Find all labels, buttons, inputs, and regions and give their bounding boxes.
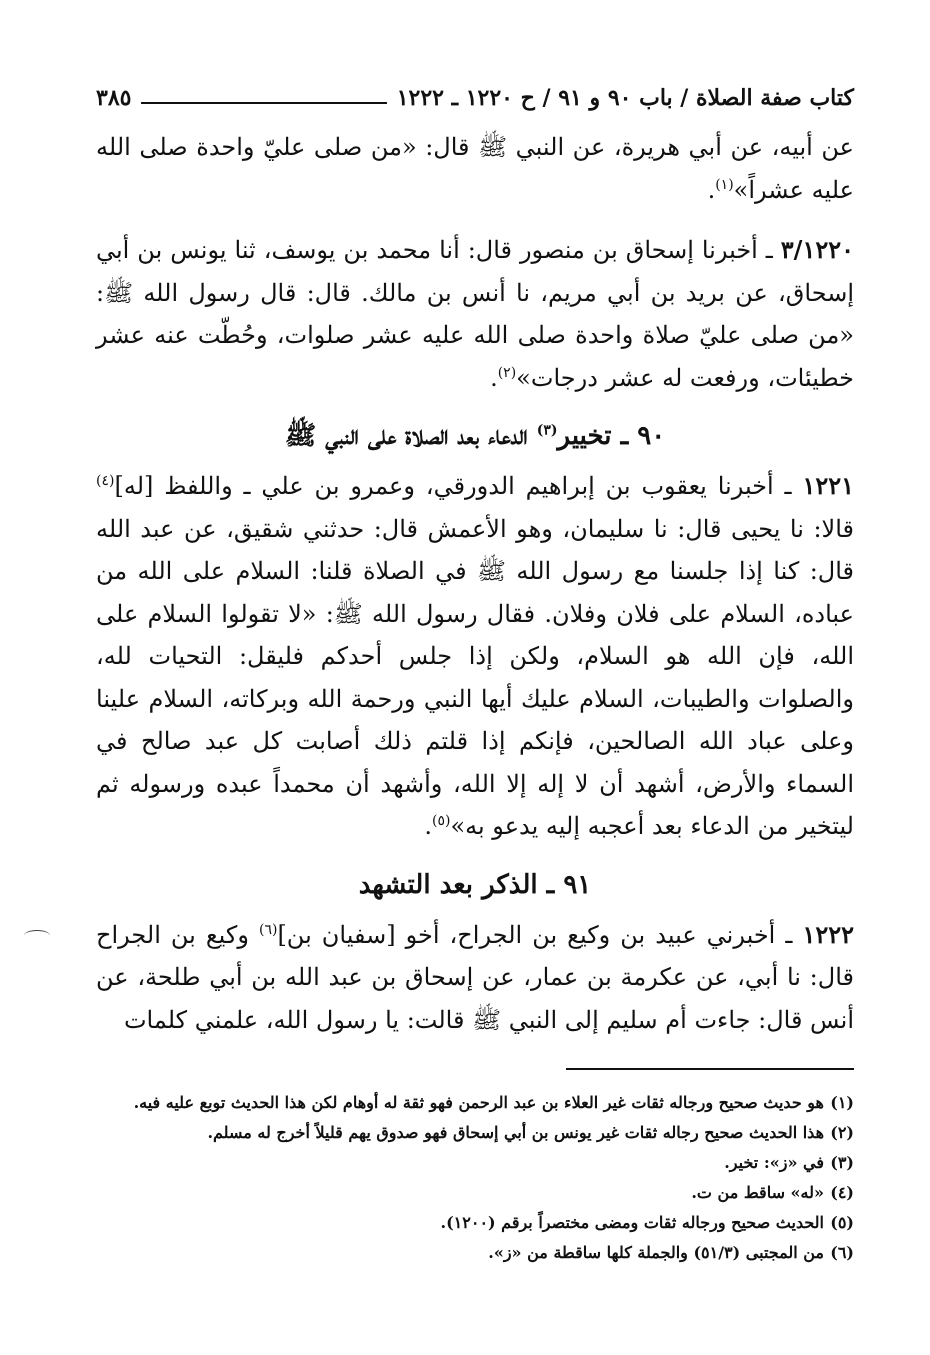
hadith-1221: ١٢٢١ ـ أخبرنا يعقوب بن إبراهيم الدورقي، وعمرو بن علي ـ واللفظ [له]$^{(٤)}$ قالا: نا يحيى قال: نا سليمان، وهو الأعمش قال: حدثني شقيق، عن عبد الله قال: كنا إذا جلسنا مع رسول الله ﷺ في الصلاة قلنا: السلام على الله من عباده، السلام على فلان وفلان. فقال رسول الله ﷺ: «لا تقولوا السلام على الله، فإن الله هو السلام، ولكن إذا جلس أحدكم فليقل: التحيات لله، والصلوات والطيبات، السلام عليك أيها النبي ورحمة الله وبركاته، السلام علينا وعلى عباد الله الصالحين، فإنكم إذا قلتم ذلك أصابت كل عبد صالح في السماء والأرض، أشهد أن لا إله إلا الله، وأشهد أن محمداً عبده ورسوله ثم ليتخير من الدعاء بعد أعجبه إليه يدعو به»$^{(٥)}$.: [96, 471, 854, 840]
footnote-ref: (٤): [96, 473, 115, 489]
hadith-number: ١٢٢١: [802, 471, 854, 500]
footnote: (٢) هذا الحديث صحيح رجاله ثقات غير يونس بن أبي إسحاق فهو صدوق يهم قليلاً أخرج له مسلم.: [207, 1123, 854, 1142]
hadith-number: ١٢٢٢: [802, 919, 855, 949]
chapter-heading-91: ٩١ ـ الذكر بعد التشهد: [358, 869, 592, 900]
page-header: [96, 80, 854, 116]
footnote-ref: (٥): [431, 813, 451, 829]
main-text: [96, 126, 854, 1041]
footnote-ref: (١): [715, 176, 734, 193]
footnotes: [96, 1090, 854, 1270]
running-title: كتاب صفة الصلاة / باب ٩٠ و ٩١ / ح ١٢٢٠ ـ ١٢٢٢: [396, 85, 854, 111]
footnote-ref: (٣): [536, 422, 558, 439]
hadith-number: ٣/١٢٢٠: [780, 235, 854, 264]
footnote: (٤) «له» ساقط من ت.: [691, 1183, 854, 1202]
footnote-separator: [566, 1068, 854, 1070]
hadith-1222: ١٢٢٢ ـ أخبرني عبيد بن وكيع بن الجراح، أخو [سفيان بن]$^{(٦)}$ وكيع بن الجراح قال: نا أبي، عن عكرمة بن عمار، عن إسحاق بن عبد الله بن أبي طلحة، عن أنس قال: جاءت أم سليم إلى النبي ﷺ قالت: يا رسول الله، علمني كلمات: [96, 919, 855, 1034]
footnote-ref: (٦): [258, 921, 278, 938]
footnote: (١) هو حديث صحيح ورجاله ثقات غير العلاء بن عبد الرحمن فهو ثقة له أوهام لكن هذا الحديث توبع عليه فيه.: [133, 1093, 854, 1112]
hadith-1220-3: ٣/١٢٢٠ ـ أخبرنا إسحاق بن منصور قال: أنا محمد بن يوسف، ثنا يونس بن أبي إسحاق، عن بريد بن أبي مريم، نا أنس بن مالك. قال: قال رسول الله ﷺ: «من صلى عليّ صلاة واحدة صلى الله عليه عشر صلوات، وحُطّت عنه عشر خطيئات، ورفعت له عشر درجات»$^{(٢)}$.: [96, 235, 854, 392]
page-number: ٣٨٥: [96, 85, 132, 111]
header-rule: [141, 102, 386, 104]
hadith-1219-continuation: عن أبيه، عن أبي هريرة، عن النبي ﷺ قال: «من صلى عليّ واحدة صلى الله عليه عشراً»$^{(١)}$.: [96, 133, 854, 204]
footnote: (٥) الحديث صحيح ورجاله ثقات ومضى مختصراً برقم (١٢٠٠).: [440, 1213, 854, 1232]
footnote-ref: (٢): [497, 364, 517, 381]
chapter-heading-90: ٩٠ ـ تخيير$^{(٣)}$ الدعاء بعد الصلاة على النبي ﷺ: [284, 421, 666, 451]
footnote: (٣) في «ز»: تخير.: [724, 1153, 854, 1172]
margin-pen-mark: [24, 930, 50, 941]
footnote: (٦) من المجتبى (٥١/٣) والجملة كلها ساقطة من «ز».: [488, 1243, 854, 1262]
